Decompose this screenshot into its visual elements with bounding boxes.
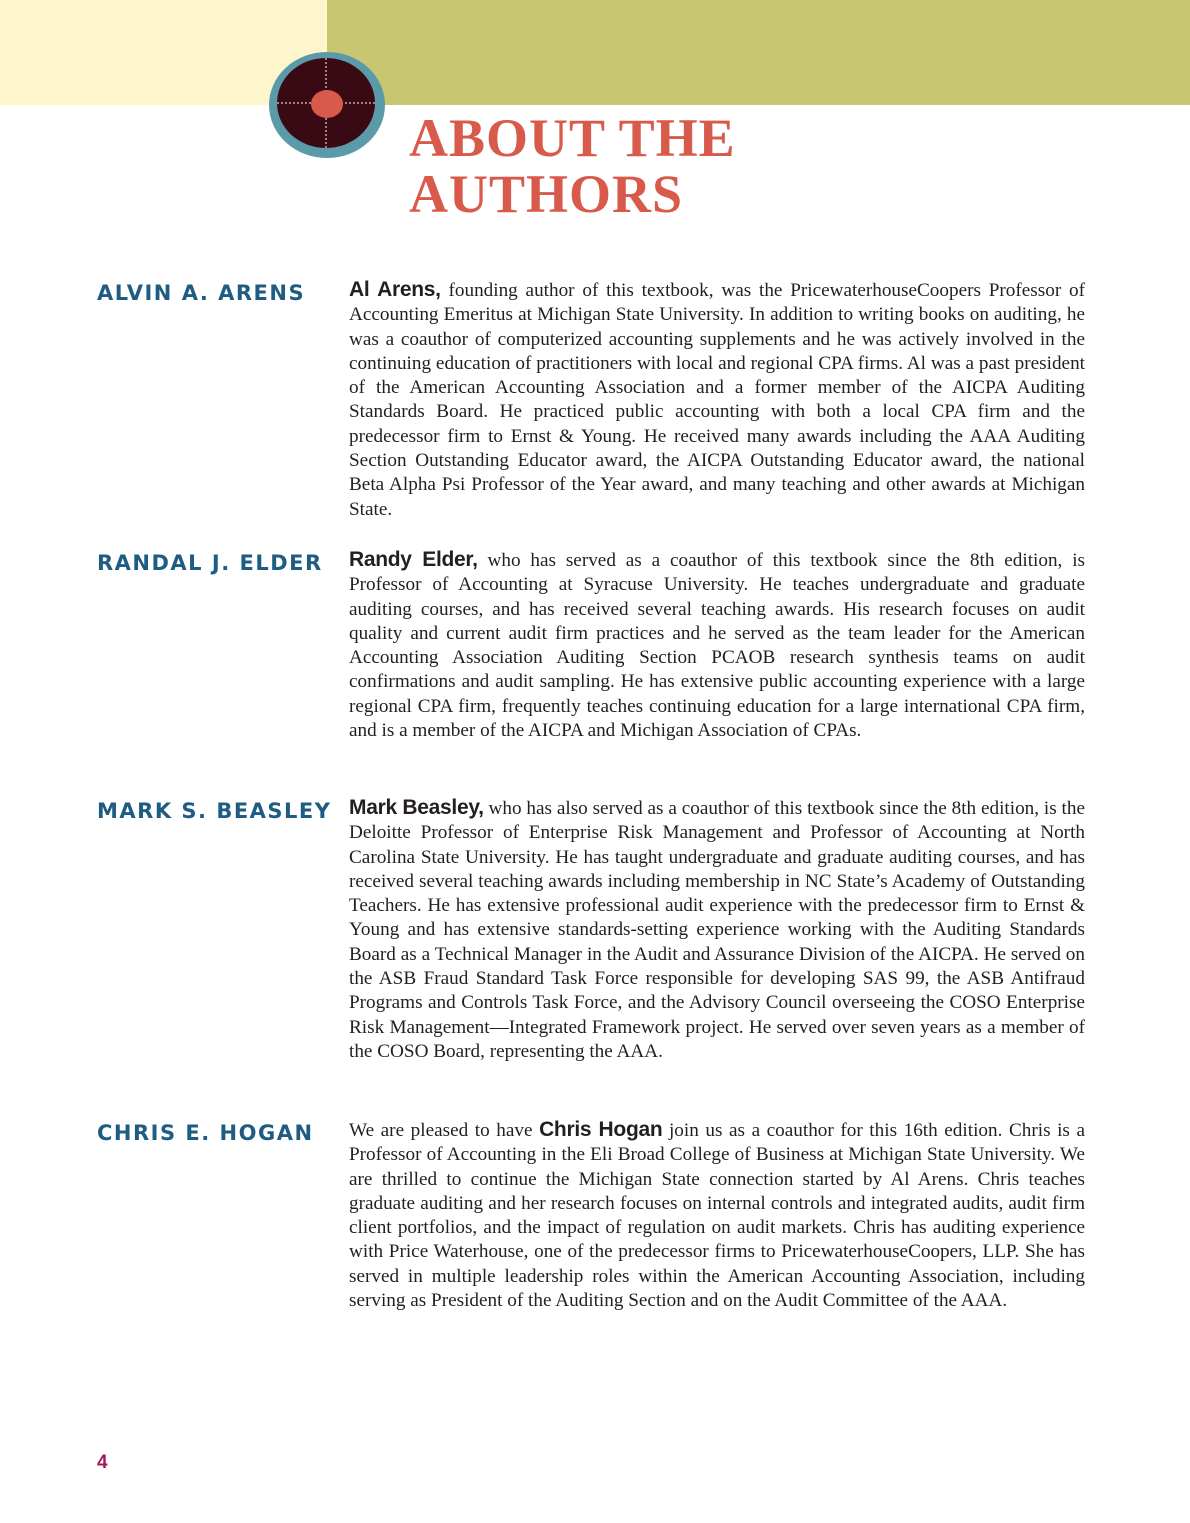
author-bio bbox=[349, 548, 1085, 743]
author-bio-lead: Mark Beasley, bbox=[349, 796, 484, 819]
author-bio-text: who has also served as a coauthor of this textbook since the 8th edition, is the Deloitte Professor of Enterprise Risk Management and Professor of Accounting at North Carolina State University. He has taught undergraduate and graduate auditing courses, and has received several teaching awards including membership in NC State’s Academy of Outstanding Teachers. He has extensive professional audit experience with the predecessor firm to Ernst & Young and has extensive standards-setting experience working with the Auditing Standards Board as a Technical Manager in the Audit and Assurance Division of the AICPA. He served on the ASB Fraud Standard Task Force responsible for developing SAS 99, the ASB Antifraud Programs and Controls Task Force, and the Advisory Council overseeing the COSO Enterprise Risk Management—Integrated Framework project. He served over seven years as a member of the COSO Board, representing the AAA. bbox=[349, 798, 1085, 1062]
author-name: MARK S. BEASLEY bbox=[97, 799, 332, 823]
author-bio-text: founding author of this textbook, was the PricewaterhouseCoopers Professor of Accounting Emeritus at Michigan State University. In addition to writing books on auditing, he was a coauthor of computerized accounting supplements and he was actively involved in the continuing education of practitioners with local and regional CPA firms. Al was a past president of the American Accounting Association and a former member of the AICPA Auditing Standards Board. He practiced public accounting with both a local CPA firm and the predecessor firm to Ernst & Young. He received many awards including the AAA Auditing Section Outstanding Educator award, the AICPA Outstanding Educator award, the national Beta Alpha Psi Professor of the Year award, and many teaching and other awards at Michigan State. bbox=[349, 280, 1085, 520]
page-title bbox=[409, 110, 736, 222]
author-bio-text: join us as a coauthor for this 16th edition. Chris is a Professor of Accounting in the Eli Broad College of Business at Michigan State University. We are thrilled to continue the Michigan State connection started by Al Arens. Chris teaches graduate auditing and her research focuses on internal controls and integrated audits, audit firm client portfolios, and the impact of regulation on audit markets. Chris has auditing experience with Price Waterhouse, one of the predecessor firms to PricewaterhouseCoopers, LLP. She has served in multiple leadership roles within the American Accounting Association, including serving as President of the Auditing Section and on the Audit Committee of the AAA. bbox=[349, 1120, 1085, 1312]
header-band-right bbox=[327, 0, 1190, 105]
author-bio-lead: Al Arens, bbox=[349, 278, 441, 301]
author-name: CHRIS E. HOGAN bbox=[97, 1121, 314, 1145]
author-bio bbox=[349, 1118, 1085, 1313]
author-bio-lead: Chris Hogan bbox=[539, 1118, 663, 1141]
page-number: 4 bbox=[97, 1452, 108, 1473]
author-bio-intro: We are pleased to have bbox=[349, 1120, 540, 1141]
author-name: ALVIN A. ARENS bbox=[97, 281, 306, 305]
author-bio bbox=[349, 278, 1085, 522]
author-bio bbox=[349, 796, 1085, 1064]
page-title-line-1: ABOUT THE bbox=[409, 108, 736, 168]
author-bio-text: who has served as a coauthor of this textbook since the 8th edition, is Professor of Accounting at Syracuse University. He teaches undergraduate and graduate auditing courses, and has received several teaching awards. His research focuses on audit quality and current audit firm practices and he served as the team leader for the American Accounting Association Auditing Section PCAOB research synthesis teams on audit confirmations and audit sampling. He has extensive public accounting experience with a large regional CPA firm, frequently teaches continuing education for a large international CPA firm, and is a member of the AICPA and Michigan Association of CPAs. bbox=[349, 550, 1085, 742]
page-title-line-2: AUTHORS bbox=[409, 164, 684, 224]
target-icon bbox=[268, 51, 386, 159]
author-bio-lead: Randy Elder, bbox=[349, 548, 478, 571]
author-name: RANDAL J. ELDER bbox=[97, 551, 323, 575]
